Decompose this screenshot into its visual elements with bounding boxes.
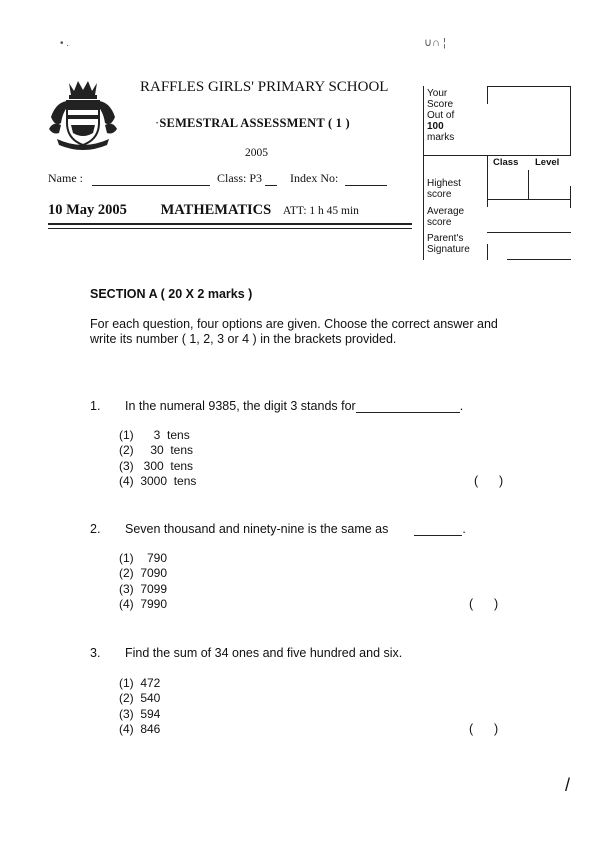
subject-title: MATHEMATICS	[160, 202, 272, 218]
question-3	[90, 646, 530, 746]
answer-brackets[interactable]: ( )	[474, 474, 504, 488]
option-1: (1) 3 tens	[119, 428, 190, 442]
top-left-mark: • .	[60, 38, 70, 49]
exam-date: 10 May 2005	[48, 202, 127, 218]
answer-brackets[interactable]: ( )	[469, 722, 499, 736]
assessment-title: ·SEMESTRAL ASSESSMENT ( 1 )	[155, 116, 350, 130]
name-field[interactable]	[92, 173, 210, 186]
header-divider-thin	[48, 228, 412, 229]
class-field[interactable]	[265, 173, 277, 186]
options-list	[119, 551, 167, 612]
option-4: (4) 3000 tens	[119, 473, 197, 488]
exam-year: 2005	[245, 147, 268, 159]
answer-blank	[414, 523, 462, 536]
index-field[interactable]	[345, 173, 387, 186]
average-score-label: Average score	[427, 206, 465, 228]
question-text: In the numeral 9385, the digit 3 stands for .	[125, 399, 464, 413]
option-2: (2) 540	[119, 691, 161, 706]
option-1: (1) 472	[119, 676, 161, 690]
name-label: Name :	[48, 171, 83, 185]
question-number: 1.	[90, 399, 101, 413]
question-1	[90, 399, 530, 499]
score-box	[423, 86, 571, 260]
parent-signature-label: Parent's Signature	[427, 233, 470, 255]
answer-brackets[interactable]: ( )	[469, 597, 499, 611]
time-allowed: ATT: 1 h 45 min	[282, 205, 359, 217]
option-1: (1) 790	[119, 551, 168, 565]
top-right-mark: ∪∩ ¦	[424, 37, 446, 49]
your-score-label: Your Score Out of 100 marks	[427, 88, 455, 143]
level-column-header: Level	[535, 157, 560, 168]
school-crest-logo	[47, 77, 119, 151]
question-text: Find the sum of 34 ones and five hundred and six.	[125, 646, 403, 660]
question-number: 3.	[90, 646, 101, 660]
section-heading: SECTION A ( 20 X 2 marks )	[90, 287, 253, 301]
subject-row	[48, 202, 359, 219]
school-name: RAFFLES GIRLS' PRIMARY SCHOOL	[140, 79, 389, 95]
options-list	[119, 428, 196, 489]
option-3: (3) 300 tens	[119, 458, 194, 473]
options-list	[119, 676, 160, 737]
question-number: 2.	[90, 522, 101, 536]
section-instructions: For each question, four options are given. Choose the correct answer and write its number ( 1, 2, 3 or 4 ) in the brackets provided.	[90, 317, 498, 346]
highest-score-label: Highest score	[427, 178, 461, 200]
index-label: Index No:	[290, 171, 339, 185]
option-2: (2) 30 tens	[119, 443, 194, 458]
option-3: (3) 7099	[119, 581, 168, 596]
question-2	[90, 522, 530, 622]
header-divider	[48, 223, 412, 225]
option-2: (2) 7090	[119, 566, 168, 581]
question-text: Seven thousand and ninety-nine is the same as .	[125, 522, 466, 536]
class-label: Class: P3	[217, 171, 263, 185]
option-3: (3) 594	[119, 706, 161, 721]
page-corner-mark: /	[565, 775, 571, 795]
class-column-header: Class	[493, 157, 519, 168]
option-4: (4) 7990	[119, 596, 168, 611]
student-info-row	[48, 171, 387, 186]
answer-blank	[356, 400, 460, 413]
option-4: (4) 846	[119, 721, 161, 736]
